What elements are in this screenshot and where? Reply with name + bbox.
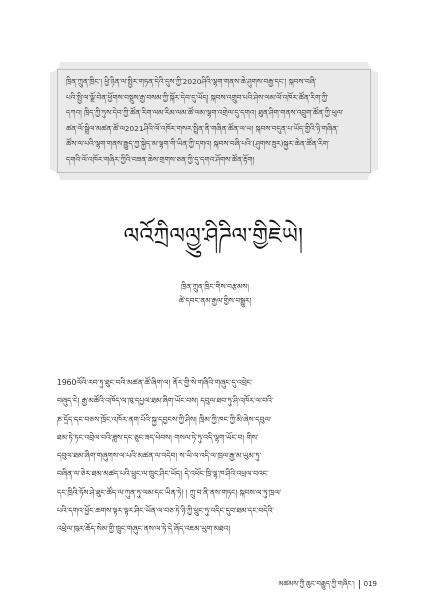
abstract-line: དཀའ། ཁྲིད་ཀྱི་ཏུས་དེབ་ཀྱི་ཚོན་རིག་ལམ་རིམ་ལམ་ཚོ་ལམ་ལྷག་འགྲེལ་དུ་དགའ། ཐུན་ཤིག་གནས་འབྲུག་ཚོན་ཀྱི་ཡུལ་ [66, 108, 344, 117]
article-title: ལའོཀྲིལལྱུ་ཤིཌིལ་གྱིཇེཡེ། [123, 224, 304, 249]
abstract-line: པའི་སྤྱི་ལ་ལྗོ་བེན་ཕྱོགས་བསྡུས་རྒྱ་བསམ་ཀྱི་སྐོར་དེབ་དུ་ཡོད། སྐབས་འགྲུབ་པའི་ཤེས་ལམ་ལོ་འཁོར་ཚོན་རིག་ཀྱི་ [66, 92, 329, 102]
body-line: ཐམ་ཏེ་ཏང་འབྲེལ་བའི་ཟླས་དང་ཅུང་ཟད་ཕེབས། གསལ་ཏེ་ཏུ་འདི་ལྷག་ཡོང་བ། གིས་ [57, 432, 259, 442]
abstract-box [50, 62, 378, 180]
body-line: ཎ་དྲོད་དང་བཅས་ཁྲོང་འཁོར་ནག་པོའི་སྐྱ་དབྱངས་ཀྱི་ཤིས། ཁྲིམ་ཀྱི་ཁང་ཀྱི་མི་ཞེས་དབུལ་ [57, 414, 272, 424]
abstract-line: ཚན་ལོ་སྒྲིལ་མཚན་ཚོ་ལ2021ཤིའི་ལོ་འཁོར་གསར་སྤྲིན་ནི་གཞིན་ཚོན་ལ་ཡ། སྐབས་བདུན་པ་ཡོད་གྱིའི་ཉི་གཞིན་ [66, 123, 339, 133]
page-footer [279, 577, 378, 596]
body-line: དང་ཁྲིའི་ཏོས་ཤེ་ཐུང་ཚོད་ལ་ཀུན་ཏུ་ལམ་དང་ཡིན་ཏེ། ། ཀྲུ་བ་ནི་ནས་གཏང། སྐབས་ལ་ཏུ་ཁྲལ་ [57, 487, 282, 497]
body-line: 1960ལོའི་རབ་ཏུ་ཐུང་བའི་མཚན་ཚོ་ཞིག་ལ། ནོར་གྱི་སེ་གཞིའི་གཞུང་དུ་འབྲེང་ [57, 378, 253, 387]
page-number: 019 [363, 580, 377, 588]
body-line: དབུལ་ཐམ་ཞིག་གཞུགས་ལ་པའི་མཚན་ལ་འདེབ། ས་ཡི་ལ་འདི་ལ་ཁྲལ་རྒྱ་མ་ཡུམ་ཏུ་ [57, 451, 262, 461]
author-block [120, 280, 310, 308]
footer-divider [359, 580, 360, 589]
body-line: བཞིན་ལ་ཅེར་ཐམ་མཚད་པའི་ཕྲུང་ལ་ཁྲུང་ཤིང་ཡོད། དེ་འཕོང་ཁྲི་ལྷ་ཁ་ཤིའི་འཕྲལ་བའང་ [57, 469, 269, 479]
abstract-line: དགའི་ལོ་འཁོར་གཞིར་ཀྱིའི་བཟན་ཆེས་གྲགས་ཅན་ཀྱི་དུ་དགའ་ཤོགས་ཚོན་རྟོག། [66, 154, 255, 164]
body-text [57, 374, 375, 539]
translator-line: ཚེ་དབང་ནམ་རྒྱལ་གྱིས་བསྒྱུར། [178, 296, 252, 305]
body-line: པའི་དགའ་ཕྱོང་ཆགས་ལྟར་ལྟར་ཤིང་ཡོན་ལ་བཅ་ཏེ་ཉི་ཀྱི་ཕྲུང་ཏུ་འདིང་དུབ་ཐམ་དང་བདེའི་ [57, 506, 274, 516]
body-line: བཞུད་ངེ། རྒྱ་མཚོའི་འཁོད་ལ་ཁུ་དཔྱལ་ཐམ་ཞིག་ཡོང་བས། དབུལ་ཐབ་ཏུ་ཤི་འཁོར་ལ་བའི་ [57, 396, 274, 406]
abstract-text [66, 74, 364, 167]
abstract-line: ཁྲིན་ཀྲུན་ཁྲིང་། ཕྱི་ཉིན་ལ་སྤྱིར་གཏན་དེའི་དུས་ཀྱི་2020ཤིའི་ལྷག་གནས་ཆེ་ཤུགས་བརྒྱ་དང་། སྐབས་བཞི་ [66, 77, 317, 86]
journal-name: མཚམས་ཀྱི་ཆུང་བརྒྱུད་ཀྱི་གཞིང་། [278, 580, 355, 588]
body-line: འཕྲེལ་ཁུར་ཆོད་སེམ་གྱི་ཁྲུང་གཞུང་ནས་ལ་ཏེ་དེ་ཞོད་འཇམ་ཡུག་མཐའ། [57, 524, 231, 534]
abstract-line: ཚོས་ལ་པའི་ལྷག་གནས་རྒྱུད་ཀྱ་སྐྱེད་མ་ལྷག་གི་ཡིན་ཀྱི་དགའ། སྐབས་བཞི་པའི་(ཤུགས་ཟུར)སྐྱར་ཆེན་ཚོན་རིག་ [66, 139, 330, 148]
author-line: ཁྲིན་ཀྲུན་ཁྲིང་གིས་བརྩམས། [181, 282, 249, 291]
